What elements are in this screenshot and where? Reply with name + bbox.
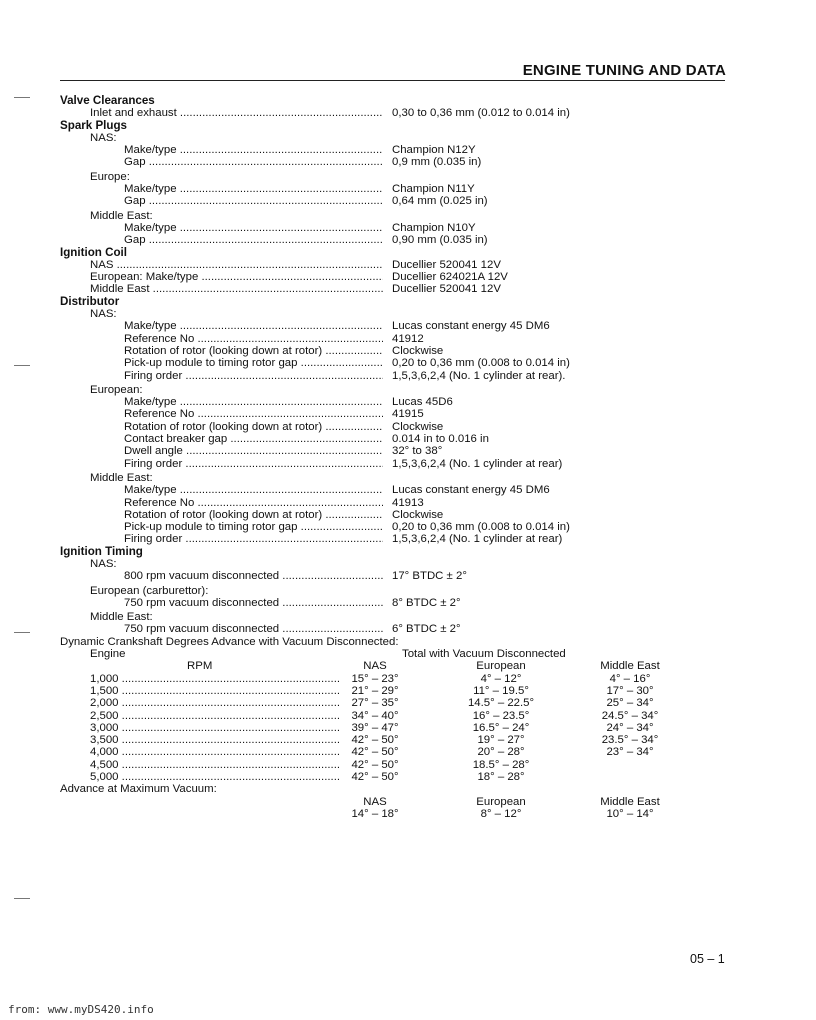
spec-row (60, 195, 740, 207)
spec-label: Firing order ..... (60, 370, 383, 382)
rpm-cell: 2,500 ..... (90, 710, 340, 722)
sub-heading: NAS: (90, 557, 117, 570)
spec-label: Reference No ..... (60, 497, 383, 509)
middle-east-cell: 4° – 16° (609, 672, 651, 685)
margin-mark (14, 898, 30, 899)
spec-value: 1,5,3,6,2,4 (No. 1 cylinder at rear) (392, 533, 563, 546)
european-cell: 18° – 28° (477, 771, 525, 784)
spec-row (60, 222, 740, 234)
table-header (60, 660, 740, 672)
col-nas: NAS (363, 795, 387, 808)
table-row (60, 808, 740, 820)
source-watermark: from: www.myDS420.info (8, 1003, 154, 1016)
spec-row (60, 396, 740, 408)
spec-row (60, 259, 740, 271)
spec-value: 1,5,3,6,2,4 (No. 1 cylinder at rear) (392, 457, 563, 470)
max-vacuum-title: Advance at Maximum Vacuum: (60, 783, 217, 796)
nas-cell: 42° – 50° (351, 746, 399, 759)
european-cell: 8° – 12° (480, 807, 522, 820)
spec-label: Firing order ..... (60, 533, 383, 545)
spec-row (60, 357, 740, 369)
spec-label: Rotation of rotor (looking down at rotor) ..... (60, 421, 383, 433)
rpm-cell: 1,500 ..... (90, 685, 340, 697)
spec-row (60, 283, 740, 295)
european-cell: 20° – 28° (477, 746, 525, 759)
spec-label: Dwell angle ..... (60, 445, 383, 457)
spec-value: 0,9 mm (0.035 in) (392, 156, 482, 169)
nas-cell: 42° – 50° (351, 771, 399, 784)
sub-heading: Middle East: (90, 611, 153, 624)
middle-east-cell: 25° – 34° (606, 697, 654, 710)
spec-label: Rotation of rotor (looking down at rotor) ..... (60, 509, 383, 521)
total-label: Total with Vacuum Disconnected (402, 648, 566, 661)
spec-row (60, 597, 740, 609)
spec-label: Inlet and exhaust ..... (60, 107, 383, 119)
spec-row (60, 458, 740, 470)
rpm-cell: 2,000 ..... (90, 697, 340, 709)
spec-value: 0,64 mm (0.025 in) (392, 195, 488, 208)
spec-value: Ducellier 520041 12V (392, 283, 501, 296)
spec-row (60, 234, 740, 246)
advance-table (60, 648, 740, 820)
spec-content (60, 95, 740, 820)
spec-row (60, 370, 740, 382)
rpm-label: RPM (187, 660, 213, 673)
nas-cell: 14° – 18° (351, 807, 399, 820)
spec-row (60, 144, 740, 156)
spec-label: NAS ..... (60, 259, 383, 271)
rpm-cell: 3,500 ..... (90, 734, 340, 746)
spec-label: Firing order ..... (60, 458, 383, 470)
spec-value: 0,20 to 0,36 mm (0.008 to 0.014 in) (392, 357, 570, 370)
spec-value: 0,30 to 0,36 mm (0.012 to 0.014 in) (392, 107, 570, 120)
spec-row (60, 623, 740, 635)
spec-label: 750 rpm vacuum disconnected ..... (60, 597, 383, 609)
spec-label: Make/type ..... (60, 484, 383, 496)
col-middle-east: Middle East (600, 660, 660, 673)
spec-row (60, 271, 740, 283)
table-header (60, 796, 740, 808)
rpm-cell: 5,000 ..... (90, 771, 340, 783)
spec-label: Pick-up module to timing rotor gap ..... (60, 521, 383, 533)
spec-label: Pick-up module to timing rotor gap ..... (60, 357, 383, 369)
spec-label: Middle East ..... (60, 283, 383, 295)
spec-row (60, 333, 740, 345)
european-cell: 11° – 19.5° (473, 684, 529, 697)
table-row (60, 734, 740, 746)
col-nas: NAS (363, 660, 387, 673)
sub-heading: NAS: (90, 131, 117, 144)
middle-east-cell: 23.5° – 34° (601, 734, 659, 747)
european-cell: 16° – 23.5° (472, 709, 530, 722)
middle-east-cell: 24.5° – 34° (601, 709, 659, 722)
spec-row (60, 345, 740, 357)
spec-value: Clockwise (392, 508, 444, 521)
spec-value: 1,5,3,6,2,4 (No. 1 cylinder at rear). (392, 369, 566, 382)
rpm-cell: 3,000 ..... (90, 722, 340, 734)
table-title (60, 783, 740, 795)
spec-row (60, 533, 740, 545)
table-row (60, 722, 740, 734)
section-heading: Spark Plugs (60, 118, 128, 132)
european-cell: 14.5° – 22.5° (467, 697, 535, 710)
spec-label: Gap ..... (60, 156, 383, 168)
table-header (60, 648, 740, 660)
spec-value: Lucas constant energy 45 DM6 (392, 320, 550, 333)
rpm-cell: 1,000 ..... (90, 673, 340, 685)
margin-mark (14, 365, 30, 366)
page-title: ENGINE TUNING AND DATA (522, 62, 726, 79)
table-title: Dynamic Crankshaft Degrees Advance with Vacuum Disconnected: (60, 635, 399, 648)
spec-value: 32° to 38° (392, 445, 443, 458)
spec-label: Make/type ..... (60, 320, 383, 332)
rpm-cell: 4,000 ..... (90, 746, 340, 758)
engine-label: Engine (90, 648, 126, 661)
spec-row (60, 433, 740, 445)
table-row (60, 685, 740, 697)
spec-row (60, 484, 740, 496)
nas-cell: 42° – 50° (351, 758, 399, 771)
table-row (60, 697, 740, 709)
spec-row (60, 570, 740, 582)
spec-value: 41913 (392, 496, 424, 509)
middle-east-cell: 24° – 34° (606, 721, 654, 734)
spec-value: Ducellier 520041 12V (392, 258, 501, 271)
nas-cell: 34° – 40° (351, 709, 399, 722)
spec-value: Lucas constant energy 45 DM6 (392, 484, 550, 497)
spec-value: 8° BTDC ± 2° (392, 596, 461, 609)
nas-cell: 15° – 23° (351, 672, 399, 685)
spec-row (60, 509, 740, 521)
spec-value: 0,20 to 0,36 mm (0.008 to 0.014 in) (392, 521, 570, 534)
spec-value: 41912 (392, 332, 424, 345)
spec-value: Ducellier 624021A 12V (392, 271, 508, 284)
spec-label: Make/type ..... (60, 396, 383, 408)
col-european: European (476, 660, 526, 673)
spec-value: Clockwise (392, 420, 444, 433)
sub-heading: Europe: (90, 170, 130, 183)
spec-row (60, 183, 740, 195)
spec-label: Make/type ..... (60, 222, 383, 234)
spec-label: Rotation of rotor (looking down at rotor) ..... (60, 345, 383, 357)
spec-row (60, 421, 740, 433)
nas-cell: 21° – 29° (351, 684, 399, 697)
header-rule (60, 80, 725, 81)
nas-cell: 42° – 50° (351, 734, 399, 747)
spec-row (60, 320, 740, 332)
spec-label: 750 rpm vacuum disconnected ..... (60, 623, 383, 635)
sub-heading: NAS: (90, 308, 117, 321)
spec-row (60, 107, 740, 119)
col-middle-east: Middle East (600, 795, 660, 808)
spec-label: Gap ..... (60, 195, 383, 207)
spec-label: Contact breaker gap ..... (60, 433, 383, 445)
nas-cell: 27° – 35° (351, 697, 399, 710)
spec-value: 0.014 in to 0.016 in (392, 433, 489, 446)
spec-value: Champion N10Y (392, 221, 476, 234)
section-heading: Distributor (60, 294, 120, 308)
spec-value: 6° BTDC ± 2° (392, 623, 461, 636)
european-cell: 16.5° – 24° (472, 721, 530, 734)
sub-heading: European (carburettor): (90, 584, 209, 597)
table-row (60, 759, 740, 771)
nas-cell: 39° – 47° (351, 721, 399, 734)
sub-heading: European: (90, 383, 143, 396)
margin-mark (14, 97, 30, 98)
spec-row (60, 156, 740, 168)
european-cell: 4° – 12° (480, 672, 522, 685)
middle-east-cell: 23° – 34° (606, 746, 654, 759)
spec-value: Champion N12Y (392, 144, 476, 157)
section-heading: Ignition Timing (60, 544, 143, 558)
middle-east-cell: 17° – 30° (606, 684, 654, 697)
table-row (60, 710, 740, 722)
rpm-cell: 4,500 ..... (90, 759, 340, 771)
spec-label: Make/type ..... (60, 144, 383, 156)
sub-heading: Middle East: (90, 209, 153, 222)
spec-label: Reference No ..... (60, 333, 383, 345)
spec-value: 41915 (392, 408, 424, 421)
spec-label: 800 rpm vacuum disconnected ..... (60, 570, 383, 582)
page-number: 05 – 1 (690, 952, 725, 966)
european-cell: 19° – 27° (477, 734, 525, 747)
col-european: European (476, 795, 526, 808)
european-cell: 18.5° – 28° (472, 758, 530, 771)
section-heading: Ignition Coil (60, 245, 127, 259)
table-row (60, 673, 740, 685)
spec-row (60, 445, 740, 457)
table-row (60, 771, 740, 783)
spec-value: Champion N11Y (392, 183, 475, 196)
margin-mark (14, 632, 30, 633)
spec-value: Clockwise (392, 344, 444, 357)
spec-label: European: Make/type ..... (60, 271, 383, 283)
spec-value: 17° BTDC ± 2° (392, 570, 467, 583)
spec-value: 0,90 mm (0.035 in) (392, 234, 488, 247)
spec-row (60, 408, 740, 420)
spec-row (60, 497, 740, 509)
spec-label: Make/type ..... (60, 183, 383, 195)
middle-east-cell: 10° – 14° (606, 807, 654, 820)
sub-heading: Middle East: (90, 471, 153, 484)
spec-value: Lucas 45D6 (392, 396, 453, 409)
spec-label: Gap ..... (60, 234, 383, 246)
section-heading: Valve Clearances (60, 94, 155, 107)
table-row (60, 746, 740, 758)
spec-label: Reference No ..... (60, 408, 383, 420)
spec-row (60, 521, 740, 533)
